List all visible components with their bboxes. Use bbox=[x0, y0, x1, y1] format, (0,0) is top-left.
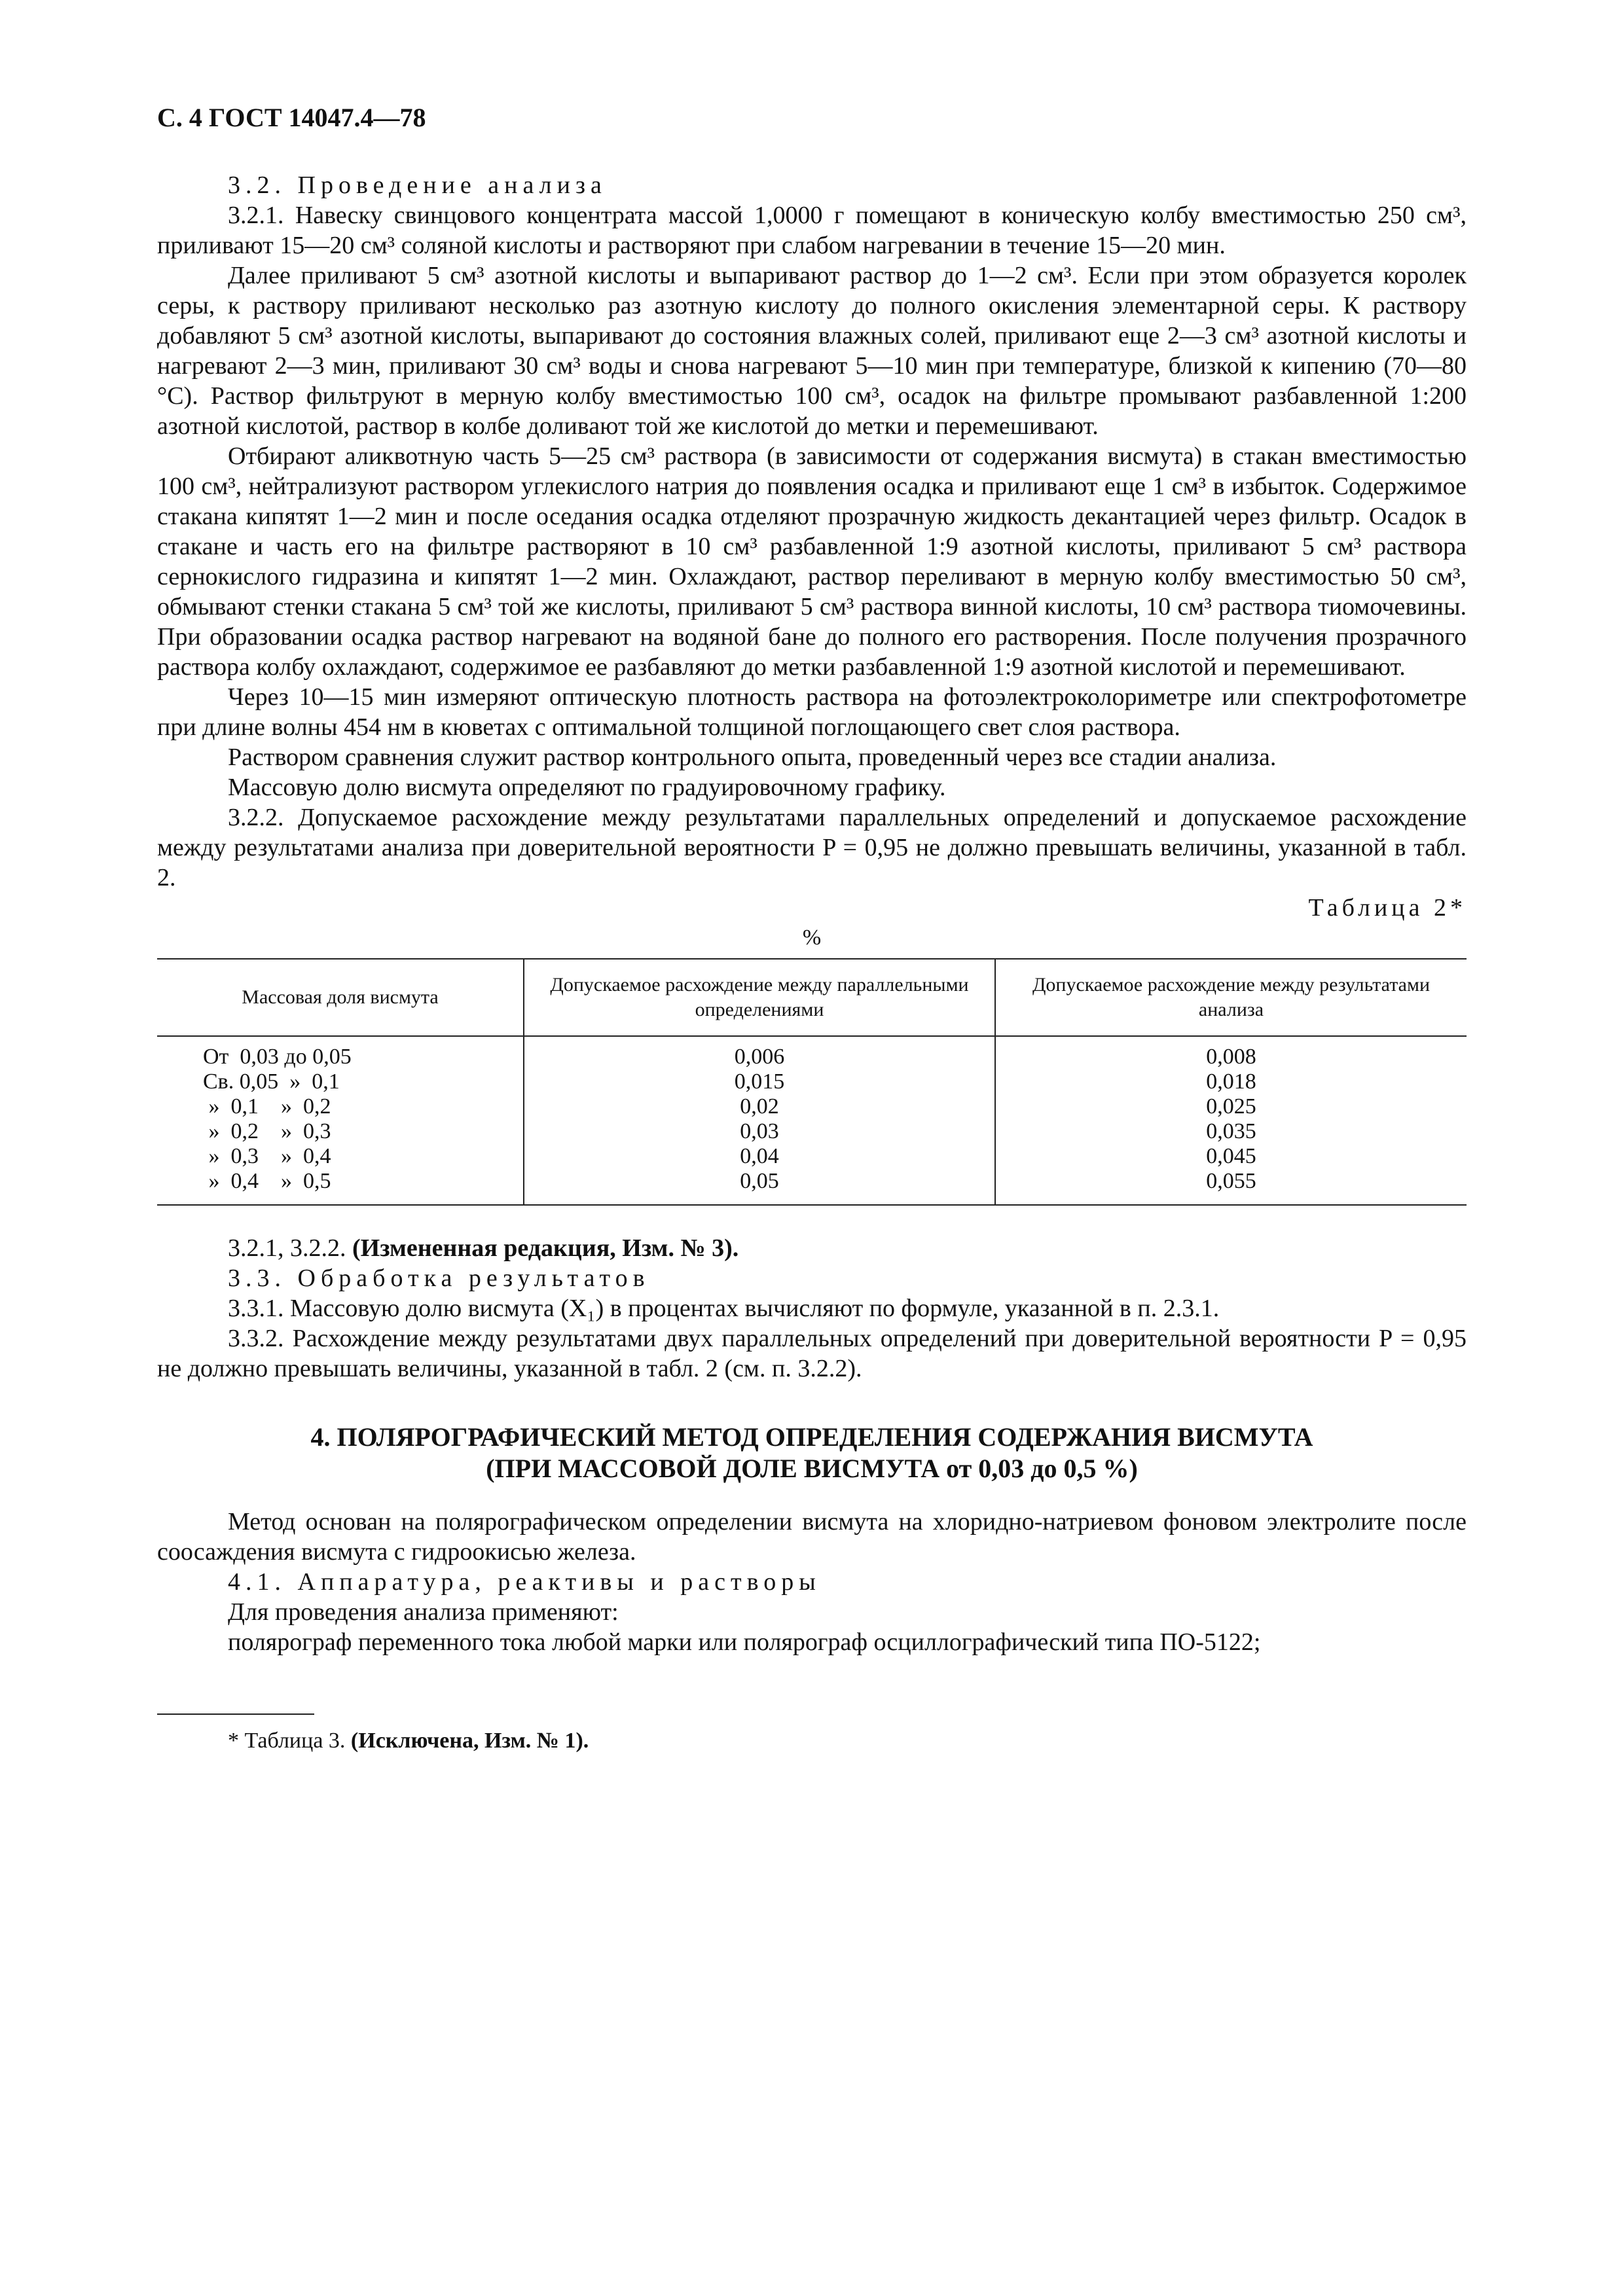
paragraph-reference: Раствором сравнения служит раствор контрольного опыта, проведенный через все стадии анализа. bbox=[228, 744, 1277, 771]
parallel-cell: 0,02 bbox=[740, 1094, 779, 1119]
parallel-cell: 0,04 bbox=[740, 1144, 779, 1168]
table-column-ranges bbox=[157, 1036, 524, 1205]
table-caption: Таблица 2* bbox=[1308, 894, 1467, 922]
document-page bbox=[157, 98, 1467, 1755]
section-3-2-title: 3.2. Проведение анализа bbox=[228, 171, 607, 199]
amendment-text: (Измененная редакция, Изм. № 3). bbox=[352, 1234, 739, 1262]
parallel-cell: 0,006 bbox=[734, 1045, 785, 1069]
paragraph-3-2-2: 3.2.2. Допускаемое расхождение между результатами параллельных определений и допускаемое расхождение между результатами анализа при доверительной вероятности P = 0,95 не должно превышать величины, указанной в табл. 2. bbox=[157, 804, 1467, 891]
table-header-parallel: Допускаемое расхождение между параллельными определениями bbox=[524, 959, 995, 1036]
section-4-heading-line2: (ПРИ МАССОВОЙ ДОЛЕ ВИСМУТА от 0,03 до 0,5 %) bbox=[486, 1454, 1138, 1483]
amendment-note bbox=[157, 1233, 1467, 1263]
table-row bbox=[157, 1036, 1467, 1205]
section-4-heading bbox=[157, 1422, 1467, 1484]
table-header-mass-fraction: Массовая доля висмута bbox=[157, 959, 524, 1036]
range-cell: » 0,2 » 0,3 bbox=[203, 1119, 331, 1143]
analysis-cell: 0,025 bbox=[1206, 1094, 1256, 1119]
range-cell: » 0,3 » 0,4 bbox=[203, 1144, 331, 1168]
section-4-1-title: 4.1. Аппаратура, реактивы и растворы bbox=[228, 1568, 821, 1596]
paragraph-method: Метод основан на полярографическом определении висмута на хлоридно-натриевом фоновом электролите после соосаждения висмута с гидроокисью железа. bbox=[157, 1508, 1467, 1566]
paragraph-3-2-1: 3.2.1. Навеску свинцового концентрата массой 1,0000 г помещают в коническую колбу вместимостью 250 см³, приливают 15—20 см³ соляной кислоты и растворяют при слабом нагревании в течение 15—20 мин. bbox=[157, 202, 1467, 259]
paragraph-3-3-1: 3.3.1. Массовую долю висмута (X₁) в процентах вычисляют по формуле, указанной в п. 2.3.1. bbox=[228, 1295, 1220, 1322]
analysis-cell: 0,055 bbox=[1206, 1169, 1256, 1193]
analysis-cell: 0,045 bbox=[1206, 1144, 1256, 1168]
range-cell: Св. 0,05 » 0,1 bbox=[203, 1069, 340, 1094]
table-column-analysis bbox=[995, 1036, 1467, 1205]
section-4-heading-line1: 4. ПОЛЯРОГРАФИЧЕСКИЙ МЕТОД ОПРЕДЕЛЕНИЯ СОДЕРЖАНИЯ ВИСМУТА bbox=[310, 1422, 1313, 1452]
parallel-cell: 0,05 bbox=[740, 1169, 779, 1193]
footnote bbox=[228, 1727, 1467, 1755]
table-column-parallel bbox=[524, 1036, 995, 1205]
paragraph-further: Далее приливают 5 см³ азотной кислоты и выпаривают раствор до 1—2 см³. Если при этом образуется королек серы, к раствору приливают несколько раз азотную кислоту до полного окисления элементарной серы. К раствору добавляют 5 см³ азотной кислоты, выпаривают до состояния влажных солей, приливают еще 2—3 см³ азотной кислоты и нагревают 2—3 мин, приливают 30 см³ воды и снова нагревают 5—10 мин при температуре, близкой к кипению (70—80 °C). Раствор фильтруют в мерную колбу вместимостью 100 см³, осадок на фильтре промывают разбавленной 1:200 азотной кислотой, раствор в колбе доливают той же кислотой до метки и перемешивают. bbox=[157, 262, 1467, 440]
paragraph-graph: Массовую долю висмута определяют по градуировочному графику. bbox=[228, 774, 946, 801]
parallel-cell: 0,03 bbox=[740, 1119, 779, 1143]
paragraph-apply: Для проведения анализа применяют: bbox=[228, 1598, 619, 1626]
paragraph-measure: Через 10—15 мин измеряют оптическую плотность раствора на фотоэлектроколориметре или спектрофотометре при длине волны 454 нм в кюветах с оптимальной толщиной поглощающего свет слоя раствора. bbox=[157, 683, 1467, 741]
analysis-cell: 0,008 bbox=[1206, 1045, 1256, 1069]
paragraph-3-3-2: 3.3.2. Расхождение между результатами двух параллельных определений при доверительной вероятности P = 0,95 не должно превышать величины, указанной в табл. 2 (см. п. 3.2.2). bbox=[157, 1325, 1467, 1382]
table-2 bbox=[157, 958, 1467, 1206]
table-unit: % bbox=[802, 925, 822, 950]
range-cell: » 0,1 » 0,2 bbox=[203, 1094, 331, 1119]
paragraph-aliquot: Отбирают аликвотную часть 5—25 см³ раствора (в зависимости от содержания висмута) в стакан вместимостью 100 см³, нейтрализуют раствором углекислого натрия до появления осадка и приливают еще 1 см³ в избыток. Содержимое стакана кипятят 1—2 мин и после оседания осадка отделяют прозрачную жидкость декантацией через фильтр. Осадок в стакане и часть его на фильтре растворяют в 10 см³ разбавленной 1:9 азотной кислоты, приливают 5 см³ раствора сернокислого гидразина и кипятят 1—2 мин. Охлаждают, раствор переливают в мерную колбу вместимостью 50 см³, обмывают стенки стакана 5 см³ той же кислоты, приливают 5 см³ раствора винной кислоты, 10 см³ раствора тиомочевины. При образовании осадка раствор нагревают на водяной бане до полного его растворения. После получения прозрачного раствора колбу охлаждают, содержимое ее разбавляют до метки разбавленной 1:9 азотной кислотой и перемешивают. bbox=[157, 442, 1467, 681]
footnote-prefix: * Таблица 3. bbox=[228, 1729, 346, 1753]
analysis-cell: 0,035 bbox=[1206, 1119, 1256, 1143]
section-3-3-title: 3.3. Обработка результатов bbox=[228, 1265, 650, 1292]
paragraph-polarograph: полярограф переменного тока любой марки или полярограф осциллографический типа ПО-5122; bbox=[228, 1628, 1261, 1656]
analysis-cell: 0,018 bbox=[1206, 1069, 1256, 1094]
parallel-cell: 0,015 bbox=[734, 1069, 785, 1094]
range-cell: От 0,03 до 0,05 bbox=[203, 1045, 352, 1069]
amendment-refs: 3.2.1, 3.2.2. bbox=[228, 1234, 346, 1262]
page-header: С. 4 ГОСТ 14047.4—78 bbox=[157, 103, 426, 132]
footnote-divider bbox=[157, 1713, 314, 1715]
footnote-bold: (Исключена, Изм. № 1). bbox=[350, 1729, 589, 1753]
range-cell: » 0,4 » 0,5 bbox=[203, 1169, 331, 1193]
table-header-analysis: Допускаемое расхождение между результатами анализа bbox=[995, 959, 1467, 1036]
